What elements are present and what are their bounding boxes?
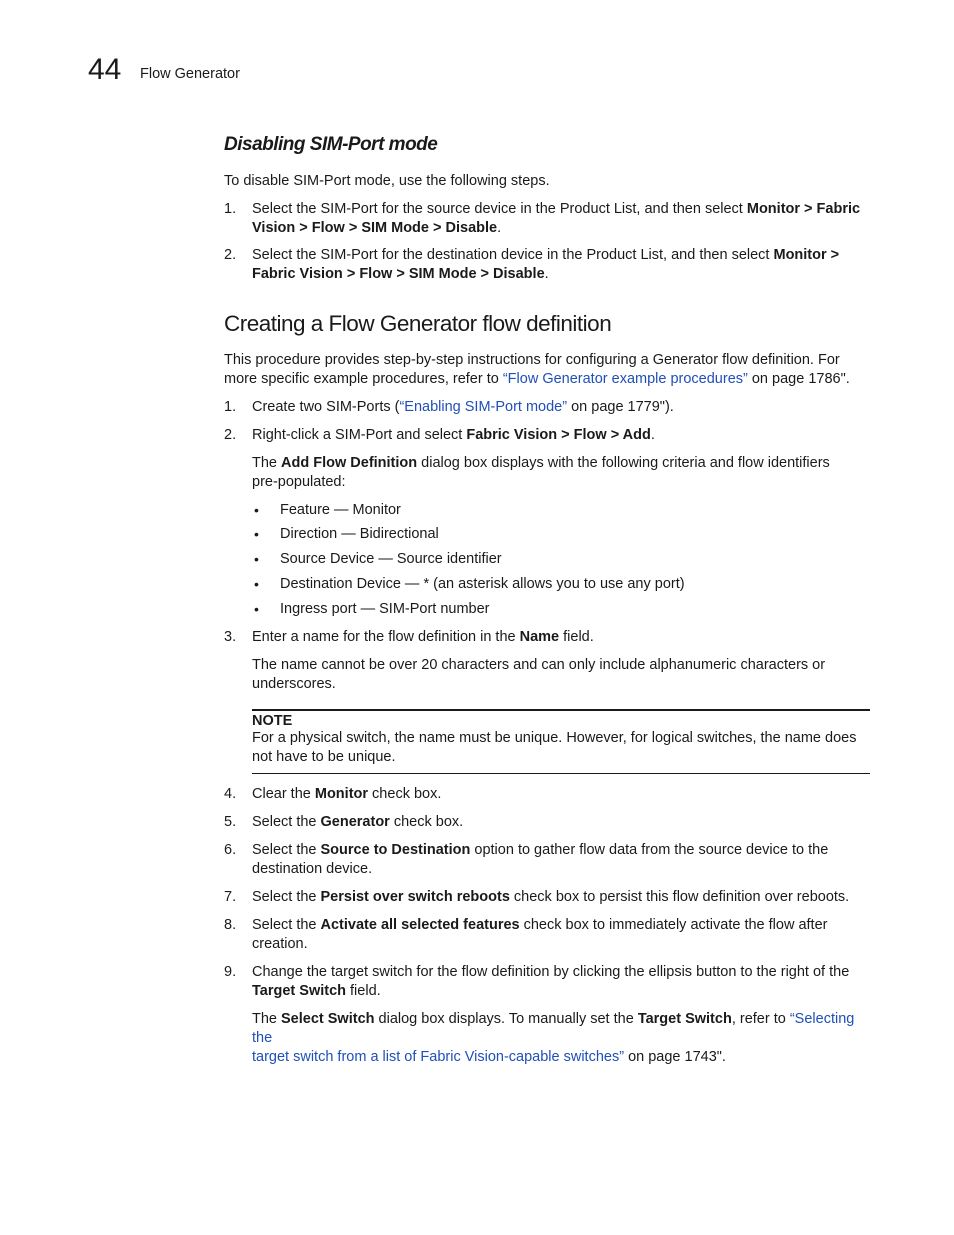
step-text: check box to immediately activate the flow after [519,917,828,933]
bullet-item: Feature — Monitor [280,502,401,518]
step-9-paragraph [252,1010,872,1067]
para-text: The [252,1011,282,1027]
ui-term: Target Switch [252,983,346,999]
step-number: 3. [224,629,237,645]
note-top-rule [252,709,870,711]
link-selecting-target-switch[interactable]: target switch from a list of Fabric Vision-capable switches” [252,1049,625,1065]
disabling-step-2: Select the SIM-Port for the destination device in the Product List, and then select Monitor > Fabric Vision > Flow > SIM Mode > Disable. [252,247,840,282]
step-number: 5. [224,814,237,830]
ui-term: Target Switch [637,1011,732,1027]
bullet-item: Direction — Bidirectional [280,526,439,542]
bullet-item: Ingress port — SIM-Port number [280,601,490,617]
ui-term: Name [519,629,560,645]
step-text: Right-click a SIM-Port and select [252,427,467,443]
menu-path: Fabric Vision > Flow > SIM Mode > Disable [252,266,545,282]
bullet-icon: • [254,502,259,518]
para-text: dialog box displays. To manually set the [374,1011,638,1027]
step-text: Create two SIM-Ports ( [252,399,400,415]
section-heading-creating: Creating a Flow Generator flow definition [224,311,612,336]
bullet-icon: • [254,576,259,592]
step-text: check box. [368,786,442,802]
step-text: Select the SIM-Port for the source device in the Product List, and then select [252,201,747,217]
step-text: Select the [252,842,321,858]
step-number: 7. [224,889,237,905]
step-text: check box to persist this flow definition over reboots. [509,889,850,905]
para-text: on page 1743". [624,1049,726,1065]
step-number: 2. [224,427,237,443]
creating-step-6 [252,841,872,879]
para-text: , refer to [731,1011,790,1027]
intro-text: This procedure provides step-by-step instructions for configuring a Generator flow definition. For [224,352,840,368]
step-text: on page 1779"). [567,399,674,415]
menu-path: Vision > Flow > SIM Mode > Disable [252,220,498,236]
step-text: field. [559,629,594,645]
bullet-item: Source Device — Source identifier [280,551,502,567]
step-2-paragraph [252,454,872,492]
disabling-step-1: Select the SIM-Port for the source device in the Product List, and then select Monitor > Fabric Vision > Flow > SIM Mode > Disable. [252,201,861,236]
step-3-paragraph [252,656,872,694]
para-text: The name cannot be over 20 characters and can only include alphanumeric characters or [252,657,826,673]
step-number: 6. [224,842,237,858]
note-text: For a physical switch, the name must be unique. However, for logical switches, the name does [252,730,857,746]
note-bottom-rule [252,773,870,774]
disabling-intro: To disable SIM-Port mode, use the following steps. [224,173,550,189]
menu-path: Monitor > Fabric [746,201,861,217]
intro-text: on page 1786". [747,371,850,387]
bullet-icon: • [254,526,259,542]
step-text: field. [346,983,381,999]
step-text: destination device. [252,861,373,877]
ui-term: Persist over switch reboots [320,889,510,905]
step-number: 9. [224,964,237,980]
menu-path: Monitor > [773,247,840,263]
link-enabling-sim-port[interactable]: “Enabling SIM-Port mode” [399,399,568,415]
step-number: 1. [224,201,237,217]
chapter-number: 44 [88,53,122,86]
step-text: Clear the [252,786,315,802]
section-heading-disabling: Disabling SIM-Port mode [224,134,438,155]
step-text: check box. [389,814,464,830]
creating-step-1 [252,398,872,417]
note-text: not have to be unique. [252,749,396,765]
step-text: Select the [252,814,321,830]
bullet-item: Destination Device — * (an asterisk allows you to use any port) [280,576,685,592]
step-number: 8. [224,917,237,933]
creating-step-4 [252,785,872,804]
step-number: 2. [224,247,237,263]
step-text: Change the target switch for the flow definition by clicking the ellipsis button to the right of the [252,964,850,980]
para-text: underscores. [252,676,336,692]
note-body [252,729,872,767]
link-flow-generator-examples[interactable]: “Flow Generator example procedures” [502,371,748,387]
bullet-icon: • [254,551,259,567]
bullet-icon: • [254,601,259,617]
ui-term: Source to Destination [320,842,471,858]
step-number: 4. [224,786,237,802]
ui-term: Add Flow Definition [281,455,418,471]
note-label: NOTE [252,713,293,729]
intro-text: more specific example procedures, refer to [224,371,503,387]
step-text: creation. [252,936,308,952]
creating-step-5 [252,813,872,832]
creating-intro [224,351,874,389]
para-text: dialog box displays with the following criteria and flow identifiers [417,455,830,471]
chapter-title: Flow Generator [140,66,240,82]
ui-term: Activate all selected features [320,917,520,933]
creating-step-3 [252,628,872,647]
step-text: Enter a name for the flow definition in the [252,629,520,645]
step-text: option to gather flow data from the source device to the [470,842,829,858]
ui-term: Monitor [314,786,369,802]
step-text: Select the SIM-Port for the destination device in the Product List, and then select [252,247,774,263]
ui-term: Generator [320,814,390,830]
creating-step-7 [252,888,872,907]
menu-path: Fabric Vision > Flow > Add [466,427,651,443]
para-text: The [252,455,282,471]
step-number: 1. [224,399,237,415]
creating-step-2: Right-click a SIM-Port and select Fabric Vision > Flow > Add. [252,427,655,443]
step-text: Select the [252,889,321,905]
ui-term: Select Switch [281,1011,375,1027]
link-selecting-target-switch[interactable]: “Selecting the [252,1011,855,1046]
step-text: Select the [252,917,321,933]
para-text: pre-populated: [252,474,346,490]
creating-step-9 [252,963,872,1001]
creating-step-8 [252,916,872,954]
